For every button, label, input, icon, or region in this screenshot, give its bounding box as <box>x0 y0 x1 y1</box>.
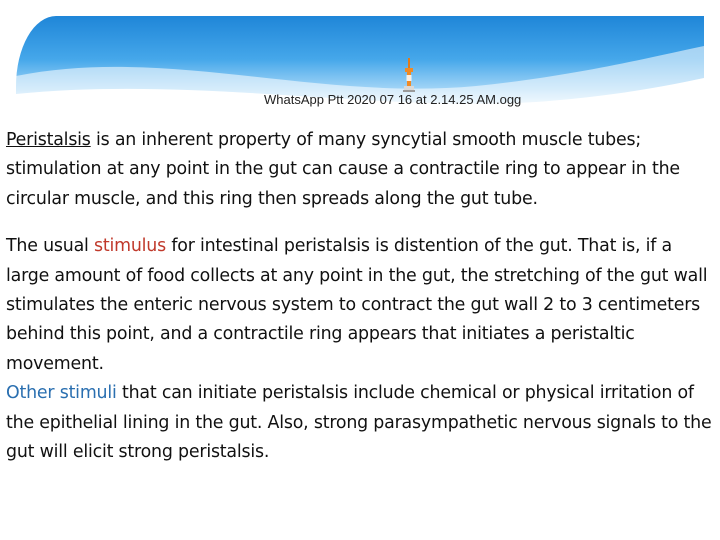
keyword-other-stimuli: Other stimuli <box>6 383 117 404</box>
paragraph-text: that can initiate peristalsis include chemical or physical irritation of the epithelial lining in the gut. Also, strong parasympathetic nervous signals to the gut will elicit strong peristalsis. <box>6 383 712 463</box>
speaker-audio-icon[interactable] <box>400 58 418 94</box>
keyword-peristalsis: Peristalsis <box>6 130 91 150</box>
paragraph-other-stimuli <box>6 379 718 467</box>
paragraph-stimulus <box>6 232 718 379</box>
paragraph-peristalsis <box>6 126 718 214</box>
paragraph-text: is an inherent property of many syncytial smooth muscle tubes; stimulation at any point in the gut can cause a contractile ring to appear in the circular muscle, and this ring then spreads along the gut tube. <box>6 130 680 209</box>
paragraph-text: for intestinal peristalsis is distention of the gut. That is, if a large amount of food collects at any point in the gut, the stretching of the gut wall stimulates the enteric nervous system to contract the gut wall 2 to 3 centimeters behind this point, and a contractile ring appears that initiates a peristaltic movement. <box>6 236 708 374</box>
audio-filename[interactable]: WhatsApp Ptt 2020 07 16 at 2.14.25 AM.ogg <box>264 92 522 107</box>
paragraph-text: The usual <box>6 236 94 257</box>
keyword-stimulus: stimulus <box>94 236 166 257</box>
slide-body <box>6 126 718 467</box>
